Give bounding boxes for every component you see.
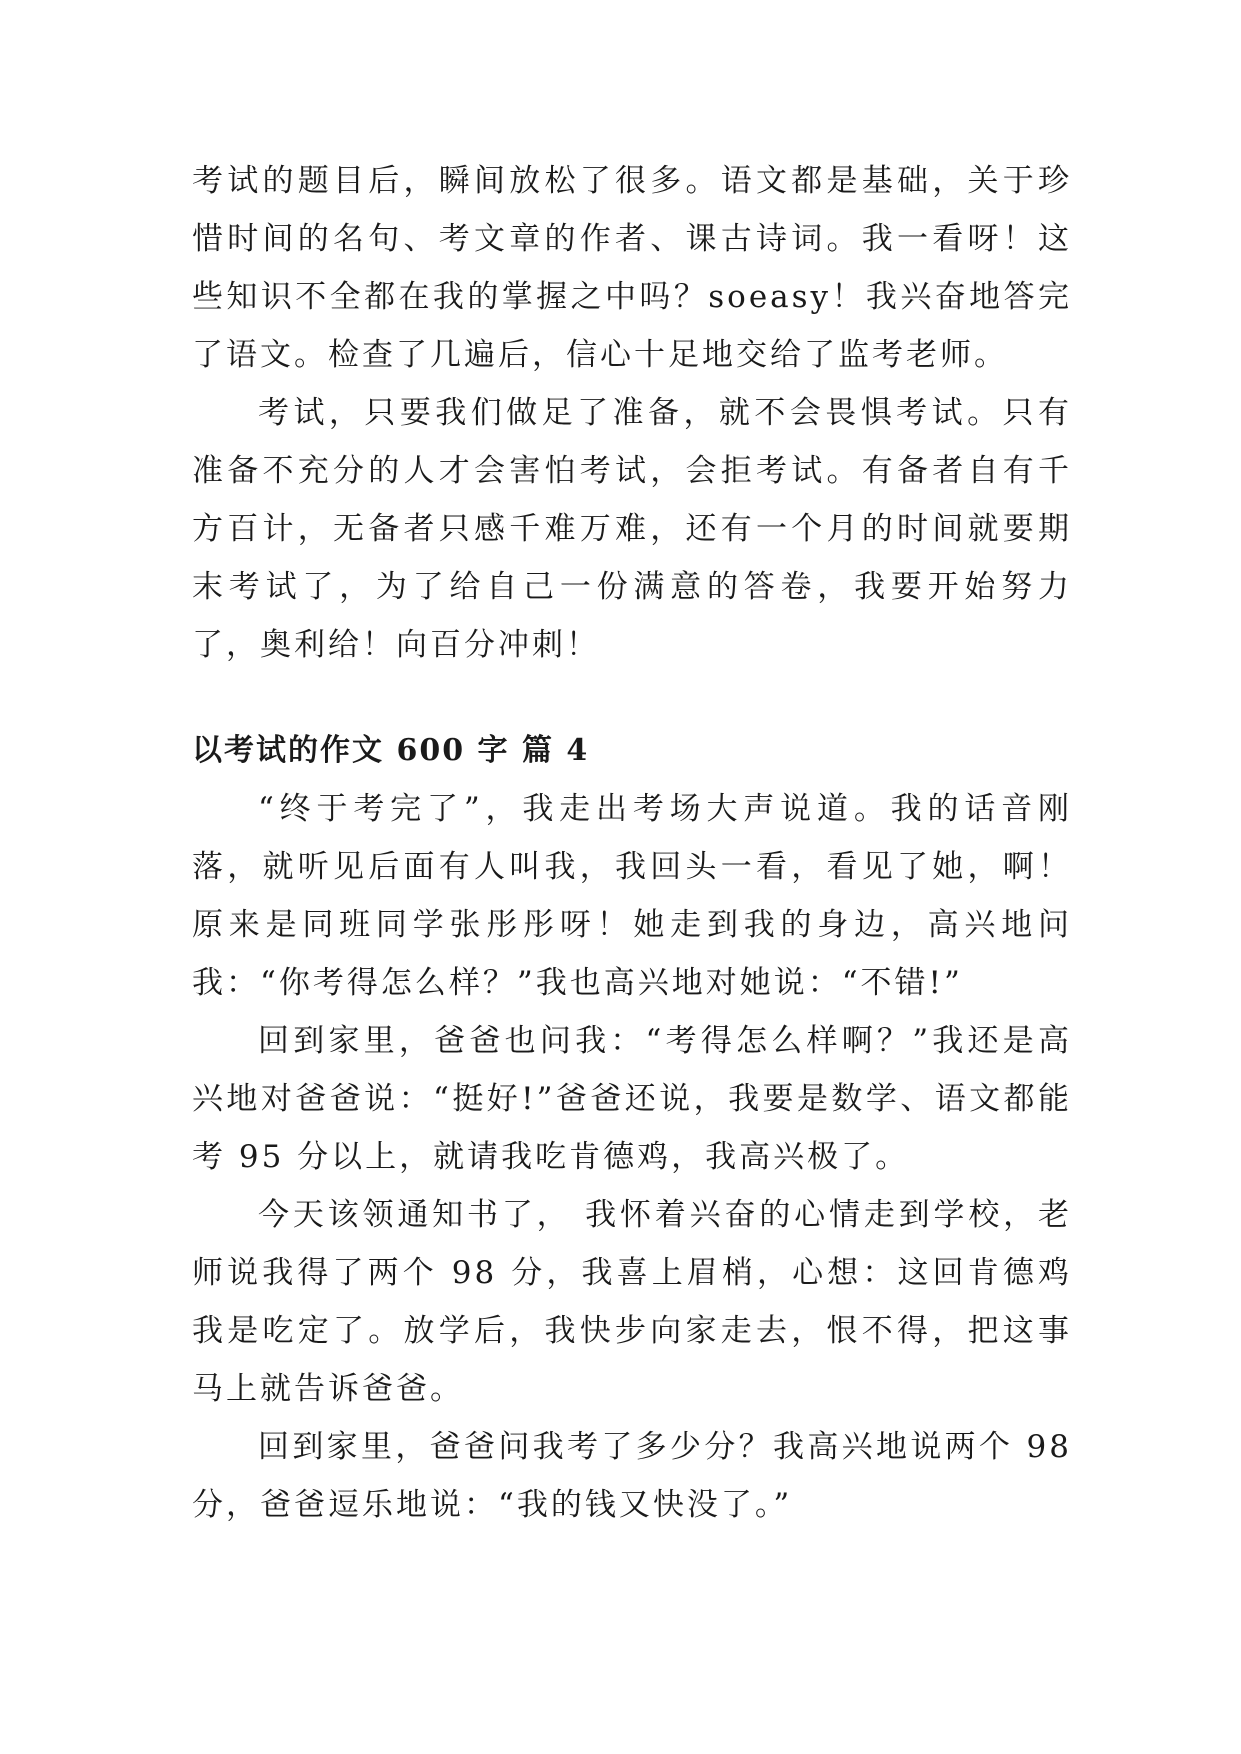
paragraph-4: 回到家里，爸爸也问我：“考得怎么样啊？”我还是高兴地对爸爸说：“挺好!”爸爸还说，我要是数学、语文都能考 95 分以上，就请我吃肯德鸡，我高兴极了。 — [192, 1023, 1072, 1175]
paragraph-3: “终于考完了”，我走出考场大声说道。我的话音刚落，就听见后面有人叫我，我回头一看，看见了她，啊！原来是同班同学张彤彤呀！她走到我的身边，高兴地问我：“你考得怎么样？”我也高兴地对她说：“不错!” — [192, 791, 1072, 1001]
section-essay-4 — [192, 722, 1072, 1534]
document-page — [192, 152, 1072, 1534]
paragraph-6: 回到家里，爸爸问我考了多少分？我高兴地说两个 98 分，爸爸逗乐地说：“我的钱又快没了。” — [192, 1429, 1072, 1523]
section-previous — [192, 152, 1072, 674]
paragraph-5: 今天该领通知书了， 我怀着兴奋的心情走到学校，老师说我得了两个 98 分，我喜上眉梢，心想：这回肯德鸡我是吃定了。放学后，我快步向家走去，恨不得，把这事马上就告诉爸爸。 — [192, 1197, 1072, 1407]
paragraph-2: 考试，只要我们做足了准备，就不会畏惧考试。只有准备不充分的人才会害怕考试，会拒考试。有备者自有千方百计，无备者只感千难万难，还有一个月的时间就要期末考试了，为了给自己一份满意的答卷，我要开始努力了，奥利给！向百分冲刺！ — [192, 395, 1072, 663]
essay-heading: 以考试的作文 600 字 篇 4 — [192, 733, 590, 768]
paragraph-1: 考试的题目后，瞬间放松了很多。语文都是基础，关于珍惜时间的名句、考文章的作者、课古诗词。我一看呀！这些知识不全都在我的掌握之中吗？soeasy！我兴奋地答完了语文。检查了几遍后，信心十足地交给了监考老师。 — [192, 163, 1072, 373]
